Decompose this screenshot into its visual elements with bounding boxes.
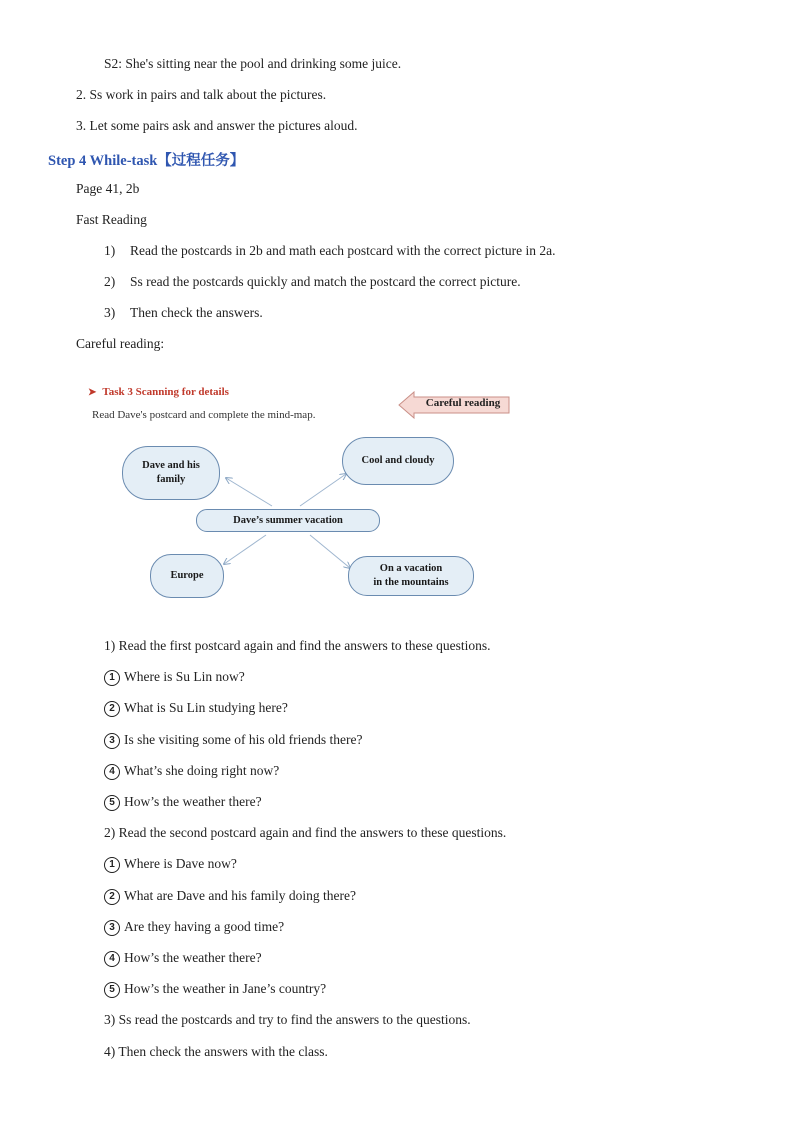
node-europe: Europe xyxy=(150,554,224,598)
circled-number: 1 xyxy=(104,857,120,873)
item-number: 2) xyxy=(104,274,116,289)
fast-reading-label: Fast Reading xyxy=(76,212,147,227)
question-item xyxy=(104,981,326,998)
circled-number: 4 xyxy=(104,764,120,780)
circled-number: 5 xyxy=(104,982,120,998)
intro-line-2: 2. Ss work in pairs and talk about the pictures. xyxy=(76,87,327,102)
careful-reading-label: Careful reading: xyxy=(76,336,165,351)
step-heading: Step 4 While-task【过程任务】 xyxy=(48,153,245,169)
careful-reading-badge xyxy=(398,391,510,419)
question-text: What are Dave and his family doing there? xyxy=(124,888,357,903)
closing-line-3: 3) Ss read the postcards and try to find the answers to the questions. xyxy=(104,1012,471,1027)
circled-number: 3 xyxy=(104,733,120,749)
fast-reading-item xyxy=(104,305,263,321)
second-postcard-intro: 2) Read the second postcard again and find the answers to these questions. xyxy=(104,825,507,840)
question-item xyxy=(104,888,356,905)
intro-line-3: 3. Let some pairs ask and answer the pictures aloud. xyxy=(76,118,358,133)
connector-bottom-left xyxy=(224,535,266,564)
item-number: 1) xyxy=(104,243,116,258)
connector-bottom-right xyxy=(310,535,350,568)
circled-number: 3 xyxy=(104,920,120,936)
node-cool-and-cloudy: Cool and cloudy xyxy=(342,437,454,485)
task-title-text: Task 3 Scanning for details xyxy=(102,386,229,398)
page-reference: Page 41, 2b xyxy=(76,181,140,196)
connector-top-right xyxy=(300,474,346,506)
question-item xyxy=(104,669,245,686)
closing-line-4: 4) Then check the answers with the class. xyxy=(104,1044,328,1059)
node-dave-and-family: Dave and his family xyxy=(122,446,220,500)
question-text: What is Su Lin studying here? xyxy=(124,700,288,715)
question-item xyxy=(104,732,362,749)
question-item xyxy=(104,794,262,811)
node-center-summer-vacation: Dave’s summer vacation xyxy=(196,509,380,532)
question-text: How’s the weather there? xyxy=(124,794,262,809)
question-text: Is she visiting some of his old friends there? xyxy=(124,732,363,747)
circled-number: 2 xyxy=(104,889,120,905)
question-item xyxy=(104,950,262,967)
fast-reading-item xyxy=(104,243,555,259)
question-text: How’s the weather in Jane’s country? xyxy=(124,981,327,996)
question-text: Where is Dave now? xyxy=(124,856,237,871)
question-item xyxy=(104,856,237,873)
question-text: How’s the weather there? xyxy=(124,950,262,965)
task-subtitle: Read Dave's postcard and complete the mind-map. xyxy=(92,409,316,421)
node-vacation-mountains: On a vacation in the mountains xyxy=(348,556,474,596)
question-text: What’s she doing right now? xyxy=(124,763,280,778)
fast-reading-item xyxy=(104,274,521,290)
circled-number: 1 xyxy=(104,670,120,686)
circled-number: 5 xyxy=(104,795,120,811)
item-text: Then check the answers. xyxy=(130,305,263,320)
intro-line-1: S2: She's sitting near the pool and drinking some juice. xyxy=(104,56,402,71)
circled-number: 2 xyxy=(104,701,120,717)
circled-number: 4 xyxy=(104,951,120,967)
arrow-bullet-icon: ➤ xyxy=(88,387,97,398)
badge-label: Careful reading xyxy=(425,397,501,409)
mind-map-figure xyxy=(80,378,520,608)
item-text: Read the postcards in 2b and math each postcard with the correct picture in 2a. xyxy=(130,243,556,258)
question-item xyxy=(104,700,288,717)
item-number: 3) xyxy=(104,305,116,320)
item-text: Ss read the postcards quickly and match the postcard the correct picture. xyxy=(130,274,521,289)
connector-top-left xyxy=(226,478,272,506)
question-item xyxy=(104,763,279,780)
question-text: Are they having a good time? xyxy=(124,919,285,934)
question-item xyxy=(104,919,284,936)
question-text: Where is Su Lin now? xyxy=(124,669,245,684)
first-postcard-intro: 1) Read the first postcard again and find the answers to these questions. xyxy=(104,638,491,653)
task-title xyxy=(88,386,229,398)
